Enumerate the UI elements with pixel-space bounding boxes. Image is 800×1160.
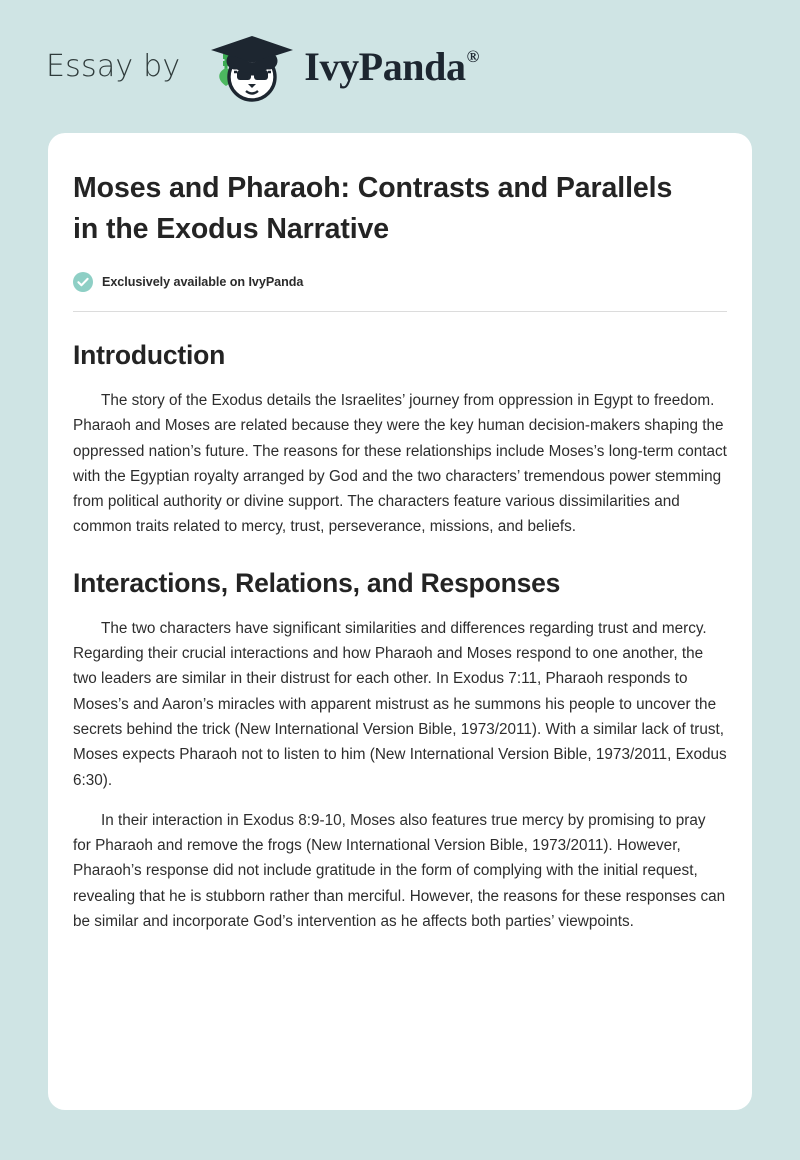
registered-trademark-icon: ® xyxy=(466,46,479,66)
paragraph: The two characters have significant similarities and differences regarding trust and mercy. Regarding their crucial interactions and how Pharaoh and Moses respond to one another, the two leaders are similar in their distrust for each other. In Exodus 7:11, Pharaoh responds to Moses’s and Aaron’s miracles with apparent mistrust as he summons his people to uncover the secrets behind the trick (New International Version Bible, 1973/2011). With a similar lack of trust, Moses expects Pharaoh not to listen to him (New International Version Bible, 1973/2011, Exodus 6:30). xyxy=(73,619,727,789)
ivypanda-brand-logo[interactable] xyxy=(196,30,478,104)
check-circle-icon xyxy=(73,272,93,292)
status-badge-label: Exclusively available on IvyPanda xyxy=(102,275,304,289)
document-body xyxy=(73,168,727,934)
document-card xyxy=(48,133,752,1110)
paragraph: The story of the Exodus details the Israelites’ journey from oppression in Egypt to freedom. Pharaoh and Moses are related because they were the key human decision-makers shaping the oppressed nation’s future. The reasons for these relationships include Moses’s long-term contact with the Egyptian royalty arranged by God and the two characters’ tremendous power stemming from political authority or divine support. The characters feature various dissimilarities and common traits related to mercy, trust, perseverance, missions, and beliefs. xyxy=(73,392,727,536)
brand-wordmark xyxy=(304,43,478,90)
section-heading-introduction: Introduction xyxy=(73,340,226,370)
site-header xyxy=(0,0,800,133)
paragraph: In their interaction in Exodus 8:9-10, Moses also features true mercy by promising to pray for Pharaoh and remove the frogs (New International Version Bible, 1973/2011). However, Pharaoh’s response did not include gratitude in the form of complying with the initial request, revealing that he is stubborn rather than merciful. However, the reasons for these responses can be similar and incorporate God’s intervention as he affects both parties’ viewpoints. xyxy=(73,811,726,931)
brand-name-text: IvyPanda xyxy=(304,44,466,89)
panda-graduate-logo-icon xyxy=(196,30,300,104)
page-title: Moses and Pharaoh: Contrasts and Parallels in the Exodus Narrative xyxy=(73,172,673,245)
status-badge xyxy=(73,272,727,292)
essay-by-label: Essay by xyxy=(46,49,181,84)
section-heading-interactions: Interactions, Relations, and Responses xyxy=(73,567,561,598)
header-divider xyxy=(73,311,727,312)
